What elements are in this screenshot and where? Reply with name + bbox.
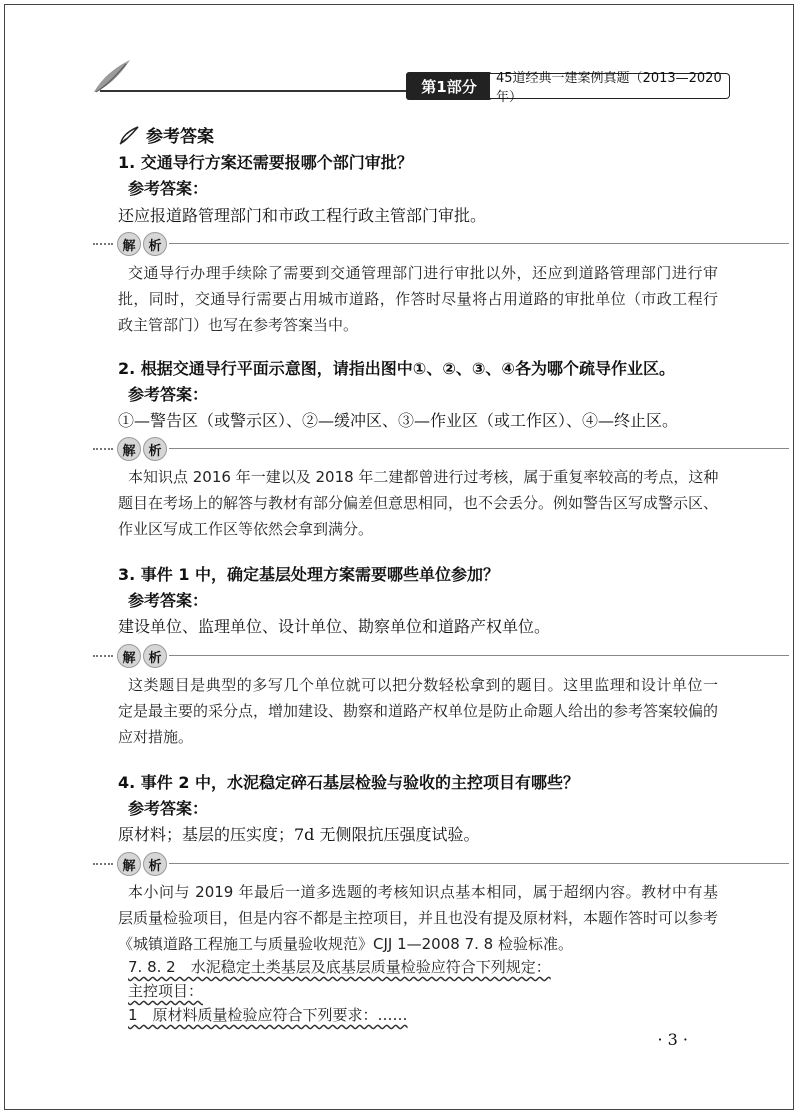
standard-line-2-text: 主控项目： [128,982,204,1000]
standard-line-1-text: 7. 8. 2 水泥稳定土类基层及底基层质量检验应符合下列规定： [128,958,551,976]
header-title: 45道经典一建案例真题（2013—2020年） [490,73,730,99]
analysis-3-line-2: 定是最主要的采分点，增加建设、勘察和道路产权单位是防止命题人给出的参考答案较偏的 [118,702,719,720]
analysis-marker-4 [93,852,203,876]
standard-line-3 [128,1004,408,1025]
answer-4: 原材料；基层的压实度；7d 无侧限抗压强度试验。 [118,825,480,844]
analysis-marker-3 [93,644,203,668]
standard-line-1 [128,956,551,977]
section-title [118,122,214,147]
page-number: · 3 · [657,1030,688,1049]
analysis-4-line-1: 本小问与 2019 年最后一道多选题的考核知识点基本相同，属于超纲内容。教材中有基 [128,883,718,901]
analysis-3-line-3: 应对措施。 [118,728,194,746]
analysis-1 [118,260,718,338]
answer-2: ①—警告区（或警示区）、②—缓冲区、③—作业区（或工作区）、④—终止区。 [118,411,679,430]
analysis-char-1: 解 [117,437,141,461]
analysis-2 [118,464,718,542]
question-2: 2. 根据交通导行平面示意图，请指出图中①、②、③、④各为哪个疏导作业区。 [118,359,675,378]
answer-label-3: 参考答案： [128,591,209,610]
analysis-char-2: 析 [143,437,167,461]
section-title-text: 参考答案 [146,127,214,147]
analysis-4-line-3: 《城镇道路工程施工与质量验收规范》CJJ 1—2008 7. 8 检验标准。 [118,935,573,953]
analysis-char-1: 解 [117,232,141,256]
analysis-3-line-1: 这类题目是典型的多写几个单位就可以把分数轻松拿到的题目。这里监理和设计单位一 [128,676,718,694]
answer-label-1: 参考答案： [128,179,209,198]
answer-label-4: 参考答案： [128,799,209,818]
analysis-2-line-3: 作业区写成工作区等依然会拿到满分。 [118,520,374,538]
pen-icon [118,125,140,145]
analysis-marker-1 [93,232,203,256]
answer-1: 还应报道路管理部门和市政工程行政主管部门审批。 [118,206,487,225]
standard-line-2 [128,980,203,1001]
part-label: 第1部分 [406,72,492,100]
analysis-2-line-2: 题目在考场上的解答与教材有部分偏差但意思相同，也不会丢分。例如警告区写成警示区、 [118,494,719,512]
analysis-1-line-2: 批，同时，交通导行需要占用城市道路，作答时尽量将占用道路的审批单位（市政工程行 [118,290,718,308]
analysis-1-line-3: 政主管部门）也写在参考答案当中。 [118,316,359,334]
analysis-char-2: 析 [143,852,167,876]
analysis-1-line-1: 交通导行办理手续除了需要到交通管理部门进行审批以外，还应到道路管理部门进行审 [128,264,718,282]
question-3: 3. 事件 1 中，确定基层处理方案需要哪些单位参加？ [118,565,500,584]
answer-3: 建设单位、监理单位、设计单位、勘察单位和道路产权单位。 [118,617,551,636]
analysis-char-2: 析 [143,232,167,256]
question-1: 1. 交通导行方案还需要报哪个部门审批？ [118,153,413,172]
analysis-4 [118,879,718,957]
answer-label-2: 参考答案： [128,385,209,404]
analysis-marker-2 [93,437,203,461]
analysis-2-line-1: 本知识点 2016 年一建以及 2018 年二建都曾进行过考核，属于重复率较高的考点，这种 [128,468,719,486]
analysis-3 [118,672,718,750]
analysis-char-1: 解 [117,852,141,876]
analysis-char-2: 析 [143,644,167,668]
question-4: 4. 事件 2 中，水泥稳定碎石基层检验与验收的主控项目有哪些？ [118,773,580,792]
leaf-logo-icon [92,58,132,94]
analysis-4-line-2: 层质量检验项目，但是内容不都是主控项目，并且也没有提及原材料，本题作答时可以参考 [118,909,719,927]
analysis-char-1: 解 [117,644,141,668]
standard-line-3-text: 1 原材料质量检验应符合下列要求：…… [128,1006,408,1024]
